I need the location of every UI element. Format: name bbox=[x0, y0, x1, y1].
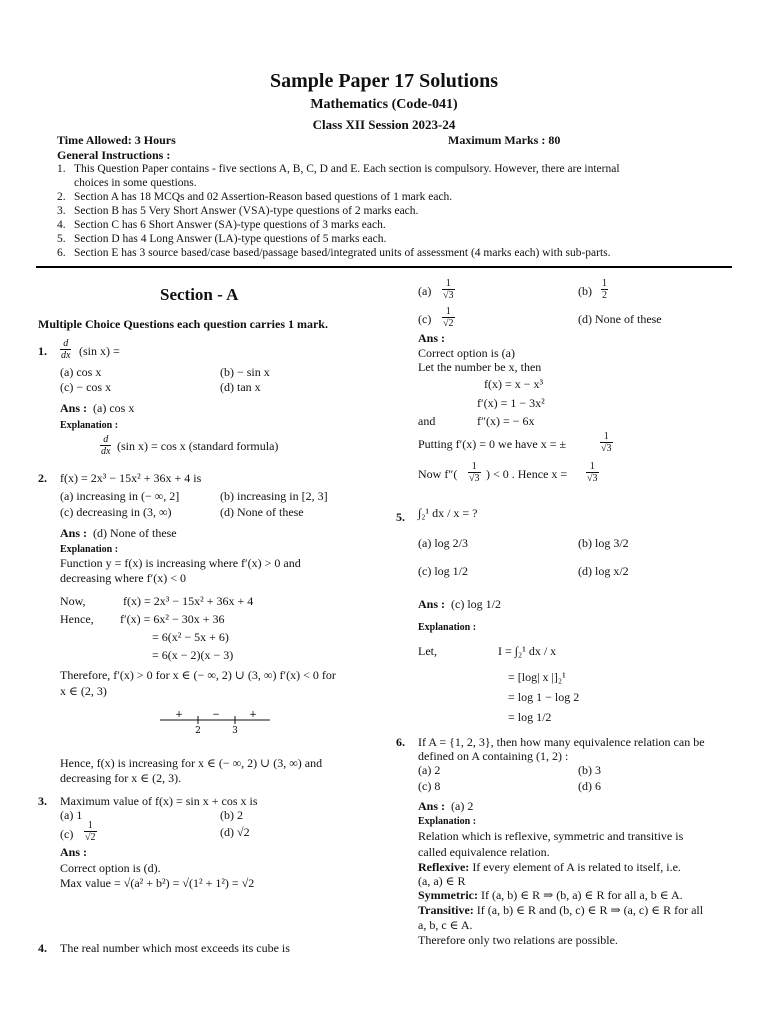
option-b: (b) 2 bbox=[220, 808, 243, 822]
equation: f(x) = x − x³ bbox=[484, 377, 544, 391]
max-value-text: Max value = √(a² + b²) = √(1² + 1²) = √2 bbox=[60, 876, 255, 890]
sign-minus: − bbox=[212, 710, 220, 720]
explanation-text: Putting f′(x) = 0 we have x = ± bbox=[418, 437, 567, 451]
option-c: (c) bbox=[418, 312, 432, 326]
explanation-text: ) < 0 . Hence x = bbox=[486, 467, 568, 481]
step-label: Let, bbox=[418, 644, 437, 658]
value-fraction: $\frac{1}{√3}$ bbox=[601, 431, 612, 454]
question-stem: Maximum value of f(x) = sin x + cos x is bbox=[60, 794, 258, 808]
explanation-label: Explanation : bbox=[418, 816, 477, 827]
sign-plus: + bbox=[249, 710, 257, 720]
subject-line: Mathematics (Code-041) bbox=[310, 97, 458, 112]
option-d: (d) 6 bbox=[578, 779, 601, 793]
tick-label: 3 bbox=[232, 726, 238, 736]
symmetric-label: Symmetric: bbox=[418, 888, 478, 902]
question-stem: ∫₂¹ dx / x = ? bbox=[418, 506, 478, 520]
explanation-label: Explanation : bbox=[418, 622, 477, 633]
equation: f″(x) = − 6x bbox=[477, 414, 535, 428]
explanation-label: Explanation : bbox=[60, 420, 119, 431]
question-stem: defined on A containing (1, 2) : bbox=[418, 749, 569, 763]
option-d: (d) log x/2 bbox=[578, 564, 629, 578]
reflexive-text: If every element of A is related to itself, i.e. bbox=[469, 860, 681, 874]
conclusion-text: Hence, f(x) is increasing for x ∈ (− ∞, 2) ∪ (3, ∞) and bbox=[60, 756, 323, 770]
section-heading: Section - A bbox=[160, 285, 239, 304]
instruction-text: Section C has 6 Short Answer (SA)-type questions of 3 marks each. bbox=[74, 219, 386, 231]
option-d: (d) tan x bbox=[220, 380, 261, 394]
option-a: (a) bbox=[418, 284, 432, 298]
option-b: (b) bbox=[578, 284, 592, 298]
question-number: 4. bbox=[38, 941, 47, 955]
instruction-text: Section E has 3 source based/case based/passage based/integrated units of assessment (4 marks each) with sub-parts. bbox=[74, 247, 611, 259]
instruction-number: 1. bbox=[57, 163, 66, 175]
explanation-text: Therefore, f′(x) > 0 for x ∈ (− ∞, 2) ∪ (3, ∞) f′(x) < 0 for bbox=[60, 668, 336, 682]
explanation-label: Explanation : bbox=[60, 544, 119, 555]
answer-value: (a) cos x bbox=[93, 401, 135, 415]
explanation-text: a, b, c ∈ A. bbox=[418, 918, 473, 932]
transitive-definition bbox=[418, 903, 703, 918]
option-b: (b) 3 bbox=[578, 763, 601, 777]
instruction-number: 3. bbox=[57, 205, 66, 217]
question-number: 2. bbox=[38, 471, 47, 485]
explanation-text: (sin x) = cos x (standard formula) bbox=[117, 439, 279, 453]
header-divider bbox=[36, 266, 732, 268]
option-c-fraction: $\frac{1}{√2}$ bbox=[85, 820, 96, 843]
option-b: (b) − sin x bbox=[220, 365, 270, 379]
option-c: (c) 8 bbox=[418, 779, 441, 793]
max-marks: Maximum Marks : 80 bbox=[448, 133, 561, 147]
explanation-text: (a, a) ∈ R bbox=[418, 874, 466, 888]
section-subheading: Multiple Choice Questions each question carries 1 mark. bbox=[38, 317, 328, 331]
answer-label: Ans : bbox=[418, 799, 446, 813]
option-a: (a) increasing in (− ∞, 2] bbox=[60, 489, 180, 503]
option-a-fraction: $\frac{1}{√3}$ bbox=[443, 278, 454, 301]
step-label: Hence, bbox=[60, 612, 94, 626]
equation: = log 1/2 bbox=[508, 710, 552, 724]
answer-value: (a) 2 bbox=[451, 799, 474, 813]
instruction-text: Section D has 4 Long Answer (LA)-type questions of 5 marks each. bbox=[74, 233, 387, 245]
question-number: 3. bbox=[38, 794, 47, 808]
instruction-text: choices in some questions. bbox=[74, 177, 197, 189]
question-stem: The real number which most exceeds its cube is bbox=[60, 941, 290, 955]
explanation-text: decreasing where f′(x) < 0 bbox=[60, 571, 186, 585]
sign-plus: + bbox=[175, 710, 183, 720]
answer-value: (c) log 1/2 bbox=[451, 597, 501, 611]
question-number: 1. bbox=[38, 344, 47, 358]
symmetric-text: If (a, b) ∈ R ⇒ (b, a) ∈ R for all a, b ∈ A. bbox=[477, 888, 683, 902]
answer-label: Ans : bbox=[418, 331, 446, 345]
tick-label: 2 bbox=[195, 726, 201, 736]
instruction-text: Section A has 18 MCQs and 02 Assertion-Reason based questions of 1 mark each. bbox=[74, 191, 453, 203]
option-c-fraction: $\frac{1}{√2}$ bbox=[443, 306, 454, 329]
explanation-text: x ∈ (2, 3) bbox=[60, 684, 107, 698]
sign-number-line bbox=[155, 706, 275, 736]
instruction-text: Section B has 5 Very Short Answer (VSA)-type questions of 2 marks each. bbox=[74, 205, 419, 217]
option-a: (a) 1 bbox=[60, 808, 83, 822]
option-b: (b) increasing in [2, 3] bbox=[220, 489, 328, 503]
derivative-symbol: $\frac{d}{dx}$ bbox=[61, 338, 71, 361]
final-conclusion: Therefore only two relations are possible. bbox=[418, 933, 618, 947]
answer-value: (d) None of these bbox=[93, 526, 177, 540]
answer-label: Ans : bbox=[418, 597, 446, 611]
option-c: (c) log 1/2 bbox=[418, 564, 468, 578]
session-line: Class XII Session 2023-24 bbox=[312, 117, 456, 132]
option-c: (c) bbox=[60, 827, 74, 841]
question-stem: (sin x) = bbox=[79, 344, 120, 358]
equation: = log 1 − log 2 bbox=[508, 690, 580, 704]
option-a: (a) log 2/3 bbox=[418, 536, 468, 550]
answer-label: Ans : bbox=[60, 401, 88, 415]
question-number: 6. bbox=[396, 735, 405, 749]
option-a: (a) 2 bbox=[418, 763, 441, 777]
option-c: (c) − cos x bbox=[60, 380, 112, 394]
correct-option: Correct option is (d). bbox=[60, 861, 161, 875]
option-d: (d) None of these bbox=[220, 505, 304, 519]
reflexive-definition bbox=[418, 860, 681, 875]
option-a: (a) cos x bbox=[60, 365, 102, 379]
step-label: Now, bbox=[60, 594, 86, 608]
question-stem: If A = {1, 2, 3}, then how many equivalence relation can be bbox=[418, 735, 705, 749]
instruction-number: 6. bbox=[57, 247, 66, 259]
explanation-text: called equivalence relation. bbox=[418, 845, 550, 859]
explanation-text: Let the number be x, then bbox=[418, 360, 542, 374]
option-d: (d) √2 bbox=[220, 825, 250, 839]
instruction-number: 4. bbox=[57, 219, 66, 231]
explanation-text: Relation which is reflexive, symmetric and transitive is bbox=[418, 829, 684, 843]
instructions-heading: General Instructions : bbox=[57, 148, 171, 162]
equation: = [log| x |]₂¹ bbox=[508, 670, 566, 684]
option-d: (d) None of these bbox=[578, 312, 662, 326]
explanation-text: Function y = f(x) is increasing where f′(x) > 0 and bbox=[60, 556, 301, 570]
question-stem: f(x) = 2x³ − 15x² + 36x + 4 is bbox=[60, 471, 202, 485]
conclusion-text: decreasing for x ∈ (2, 3). bbox=[60, 771, 182, 785]
symmetric-definition bbox=[418, 888, 683, 903]
equation: = 6(x − 2)(x − 3) bbox=[152, 648, 234, 662]
explanation-text: Now f″( bbox=[418, 467, 458, 481]
equation: = 6(x² − 5x + 6) bbox=[152, 630, 229, 644]
equation: f′(x) = 1 − 3x² bbox=[477, 396, 545, 410]
correct-option: Correct option is (a) bbox=[418, 346, 515, 360]
time-allowed: Time Allowed: 3 Hours bbox=[57, 133, 176, 147]
page-title: Sample Paper 17 Solutions bbox=[270, 70, 498, 92]
transitive-label: Transitive: bbox=[418, 903, 474, 917]
answer-label: Ans : bbox=[60, 845, 88, 859]
instruction-number: 5. bbox=[57, 233, 66, 245]
instruction-text: This Question Paper contains - five sections A, B, C, D and E. Each section is compulsory. However, there are internal bbox=[74, 163, 620, 175]
step-label: and bbox=[418, 414, 436, 428]
option-b-fraction: $\frac{1}{2}$ bbox=[602, 278, 607, 301]
equation: I = ∫₂¹ dx / x bbox=[498, 644, 557, 658]
question-number: 5. bbox=[396, 510, 405, 524]
value-fraction: $\frac{1}{√3}$ bbox=[587, 461, 598, 484]
option-b: (b) log 3/2 bbox=[578, 536, 629, 550]
instruction-number: 2. bbox=[57, 191, 66, 203]
transitive-text: If (a, b) ∈ R and (b, c) ∈ R ⇒ (a, c) ∈ R for all bbox=[473, 903, 704, 917]
answer-label: Ans : bbox=[60, 526, 88, 540]
equation: f(x) = 2x³ − 15x² + 36x + 4 bbox=[123, 594, 254, 608]
equation: f′(x) = 6x² − 30x + 36 bbox=[120, 612, 225, 626]
reflexive-label: Reflexive: bbox=[418, 860, 470, 874]
value-fraction: $\frac{1}{√3}$ bbox=[469, 461, 480, 484]
derivative-symbol: $\frac{d}{dx}$ bbox=[101, 434, 111, 457]
option-c: (c) decreasing in (3, ∞) bbox=[60, 505, 172, 519]
